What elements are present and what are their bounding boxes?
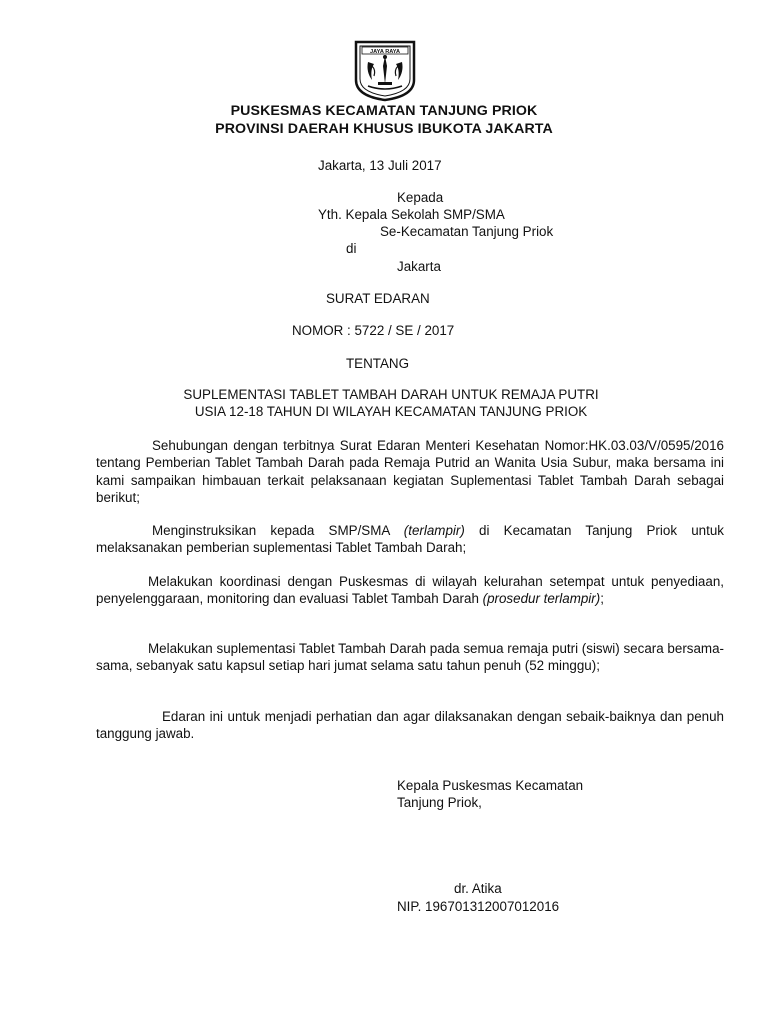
body-paragraph-3-text-a: Melakukan koordinasi dengan Puskesmas di wilayah kelurahan setempat untuk penyediaan, penyelenggaraan, monitoring dan evaluasi Tablet Tambah Darah <box>96 574 724 607</box>
signature-nip: NIP. 196701312007012016 <box>397 899 560 914</box>
body-paragraph-3-italic: (prosedur terlampir) <box>482 591 601 607</box>
letter-subject-line2: USIA 12-18 TAHUN DI WILAYAH KECAMATAN TANJUNG PRIOK <box>194 404 588 419</box>
letter-date: Jakarta, 13 Juli 2017 <box>318 158 442 173</box>
recipient-se: Se-Kecamatan Tanjung Priok <box>380 224 554 239</box>
body-paragraph-2 <box>96 522 724 557</box>
body-paragraph-4: Melakukan suplementasi Tablet Tambah Darah pada semua remaja putri (siswi) secara bersama-sama, sebanyak satu kapsul setiap hari jumat selama satu tahun penuh (52 minggu); <box>96 641 724 674</box>
header-institution: PUSKESMAS KECAMATAN TANJUNG PRIOK <box>230 103 538 119</box>
signature-title-line2: Tanjung Priok, <box>397 795 482 810</box>
body-paragraph-3-text-b: ; <box>600 591 604 607</box>
body-paragraph-5: Edaran ini untuk menjadi perhatian dan agar dilaksanakan dengan sebaik-baiknya dan penuh tanggung jawab. <box>96 709 724 742</box>
header-province: PROVINSI DAERAH KHUSUS IBUKOTA JAKARTA <box>215 121 553 137</box>
body-paragraph-3 <box>96 573 724 608</box>
letter-number: NOMOR : 5722 / SE / 2017 <box>292 323 455 338</box>
body-paragraph-2-text-b: di Kecamatan Tanjung Priok untuk melaksanakan pemberian suplementasi Tablet Tambah Darah; <box>96 523 724 556</box>
letter-tentang: TENTANG <box>346 356 409 371</box>
jakarta-coat-of-arms-logo <box>354 40 416 102</box>
body-paragraph-2-text-a: Menginstruksikan kepada SMP/SMA <box>152 523 404 538</box>
signature-name: dr. Atika <box>454 881 502 896</box>
body-paragraph-2-italic: (terlampir) <box>403 523 465 538</box>
signature-title-line1: Kepala Puskesmas Kecamatan <box>397 778 584 793</box>
recipient-di: di <box>346 241 357 256</box>
letter-subject-line1: SUPLEMENTASI TABLET TAMBAH DARAH UNTUK REMAJA PUTRI <box>183 387 599 402</box>
recipient-city: Jakarta <box>397 259 441 274</box>
logo-banner-text: JAYA RAYA <box>369 49 401 55</box>
letter-type: SURAT EDARAN <box>326 291 430 306</box>
recipient-yth: Yth. Kepala Sekolah SMP/SMA <box>318 207 505 222</box>
body-paragraph-1: Sehubungan dengan terbitnya Surat Edaran Menteri Kesehatan Nomor:HK.03.03/V/0595/2016 tentang Pemberian Tablet Tambah Darah pada Remaja Putrid an Wanita Usia Subur, maka bersama ini kami sampaikan himbauan terkait pelaksanaan kegiatan Suplementasi Tablet Tambah Darah sebagai berikut; <box>96 438 724 505</box>
recipient-kepada: Kepada <box>397 190 444 205</box>
